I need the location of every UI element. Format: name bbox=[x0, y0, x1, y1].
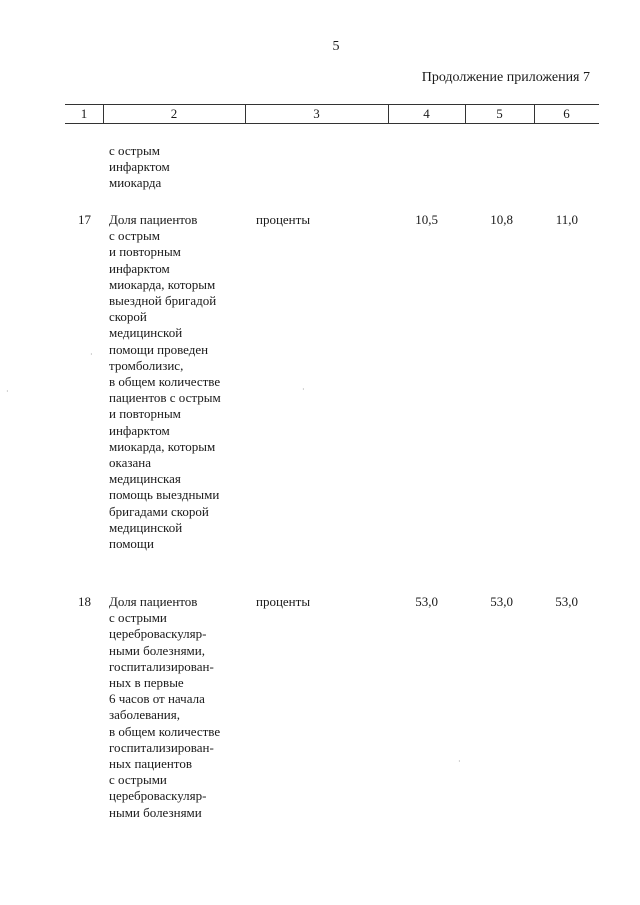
row-18-value-4: 53,0 bbox=[415, 594, 438, 609]
scan-speck: · bbox=[90, 350, 93, 359]
header-col-4: 4 bbox=[423, 106, 430, 121]
header-col-1: 1 bbox=[80, 106, 88, 121]
row-17-number: 17 bbox=[78, 212, 91, 227]
table-header-row bbox=[65, 104, 599, 124]
row-continued-description: с острым инфарктом миокарда bbox=[109, 143, 170, 191]
row-18-unit: проценты bbox=[256, 594, 311, 609]
scan-speck: · bbox=[302, 385, 305, 394]
row-18-number: 18 bbox=[78, 594, 91, 609]
page-number: 5 bbox=[332, 39, 340, 54]
row-17-value-4: 10,5 bbox=[415, 212, 438, 227]
row-17-value-6: 11,0 bbox=[555, 212, 578, 227]
row-18-value-5: 53,0 bbox=[490, 594, 513, 609]
row-18-description: Доля пациентов с острыми цереброваскуляр- ными болезнями, госпитализирован- ных в первые 6 часов от начала заболевания, в общем количестве госпитализирован- ных пациентов с острыми цереброваскуляр- ными болезнями bbox=[109, 594, 221, 820]
row-17-value-5: 10,8 bbox=[490, 212, 513, 227]
row-17-unit: проценты bbox=[256, 212, 311, 227]
header-col-5: 5 bbox=[496, 106, 503, 121]
header-col-2: 2 bbox=[170, 106, 178, 121]
scan-speck: · bbox=[6, 387, 9, 396]
row-18-value-6: 53,0 bbox=[555, 594, 578, 609]
header-col-3: 3 bbox=[313, 106, 320, 121]
header-col-6: 6 bbox=[563, 106, 570, 121]
continuation-caption: Продолжение приложения 7 bbox=[421, 70, 590, 85]
row-17-description: Доля пациентов с острым и повторным инфарктом миокарда, которым выездной бригадой скорой медицинской помощи проведен тромболизис, в общем количестве пациентов с острым и повторным инфарктом миокарда, которым оказана медицинская помощь выездными бригадами скорой медицинской помощи bbox=[109, 212, 221, 552]
scan-speck: · bbox=[458, 757, 461, 766]
